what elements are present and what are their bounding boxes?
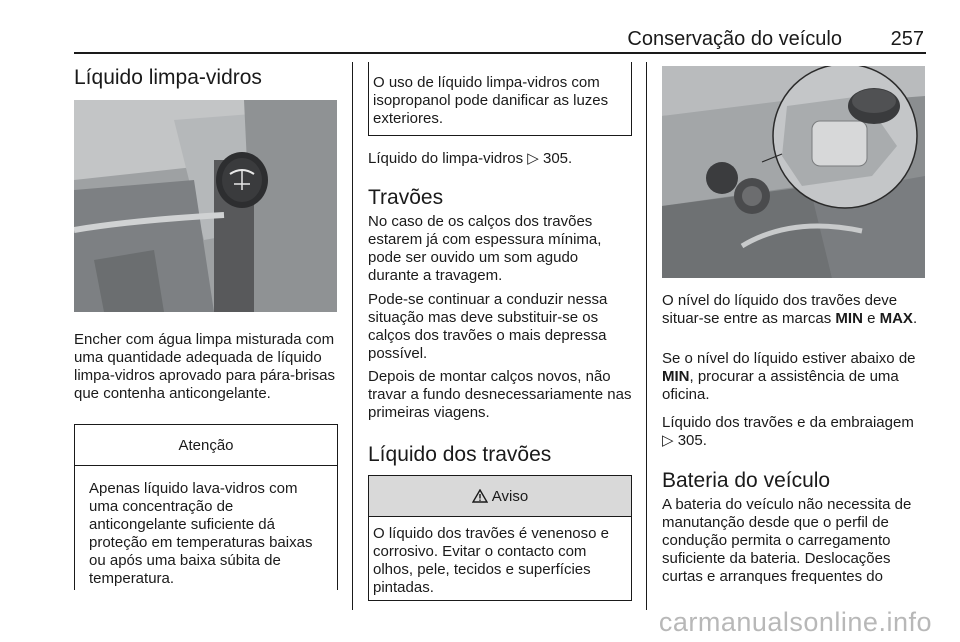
- warning-header: [369, 476, 631, 517]
- notice-text: Apenas líquido lava-vidros com uma concentração de anticongelante suficiente dá proteção em temperaturas baixas ou após uma baixa súbita de temperatura.: [89, 480, 313, 587]
- warning-title: Aviso: [491, 487, 529, 505]
- heading-washer-fluid: Líquido limpa-vidros: [74, 66, 262, 89]
- sentence-period: .: [912, 310, 918, 327]
- washer-fluid-reference-text: Líquido do limpa-vidros: [368, 150, 524, 167]
- brake-fluid-low-text-post: , procurar a assistência de uma oficina.: [662, 368, 899, 403]
- isopropanol-note-box: [368, 62, 632, 136]
- brakes-paragraph-1: No caso de os calços dos travões estarem já com espessura mínima, pode ser ouvido um som agudo durante a travagem.: [368, 213, 602, 284]
- notice-box: [74, 424, 338, 590]
- watermark: carmanualsonline.info: [658, 607, 932, 637]
- brakes-paragraph-2: Pode-se continuar a conduzir nessa situação mas deve substituir-se os calços dos travões o mais depressa possível.: [368, 291, 608, 362]
- min-mark-label: MIN: [835, 310, 863, 327]
- conjunction-e: e: [867, 310, 876, 327]
- washer-fluid-reference: [368, 150, 632, 168]
- washer-fluid-reference-page[interactable]: 305.: [542, 150, 573, 167]
- brake-fluid-reference-text: Líquido dos travões e da embraiagem: [662, 414, 914, 431]
- column-divider-2: [646, 62, 647, 610]
- heading-brakes: Travões: [368, 186, 444, 209]
- column-divider-1: [352, 62, 353, 610]
- warning-box: [368, 475, 632, 601]
- warning-triangle-icon: [472, 489, 488, 503]
- washer-fluid-photo: [74, 100, 337, 312]
- brakes-paragraph-3: Depois de montar calços novos, não travar a fundo desnecessariamente nas primeiras viagens.: [368, 368, 632, 421]
- header-rule: [74, 52, 926, 54]
- brake-fluid-photo: [662, 66, 925, 278]
- reference-arrow-icon: ▷: [527, 150, 539, 167]
- notice-title: Atenção: [75, 425, 337, 466]
- brake-fluid-low-paragraph: [662, 350, 926, 404]
- page-number: 257: [890, 28, 924, 50]
- warning-text: O líquido dos travões é venenoso e corrosivo. Evitar o contacto com olhos, pele, tecidos e superfícies pintadas.: [373, 525, 609, 596]
- reference-arrow-icon-2: ▷: [662, 432, 674, 449]
- washer-fluid-paragraph: Encher com água limpa misturada com uma quantidade adequada de líquido limpa-vidros aprovado para pára-brisas que contenha anticongelante.: [74, 331, 335, 402]
- min-mark-label-2: MIN: [662, 368, 690, 385]
- brake-fluid-reference-page[interactable]: 305.: [677, 432, 707, 449]
- brake-fluid-low-text-pre: Se o nível do líquido estiver abaixo de: [662, 350, 916, 367]
- max-mark-label: MAX: [879, 310, 913, 327]
- heading-vehicle-battery: Bateria do veículo: [662, 469, 831, 492]
- brake-fluid-reference: [662, 414, 926, 450]
- running-header-title: Conservação do veículo: [627, 28, 842, 50]
- heading-brake-fluid: Líquido dos travões: [368, 443, 552, 466]
- brake-fluid-level-text: O nível do líquido dos travões deve situar-se entre as marcas: [662, 292, 898, 327]
- brake-fluid-level-paragraph: [662, 292, 926, 328]
- vehicle-battery-paragraph: A bateria do veículo não necessita de manutanção desde que o perfil de condução permita o carregamento suficiente da bateria. Deslocações curtas e arranques frequentes do: [662, 496, 912, 585]
- isopropanol-note-text: O uso de líquido limpa-vidros com isopropanol pode danificar as luzes exteriores.: [373, 74, 609, 127]
